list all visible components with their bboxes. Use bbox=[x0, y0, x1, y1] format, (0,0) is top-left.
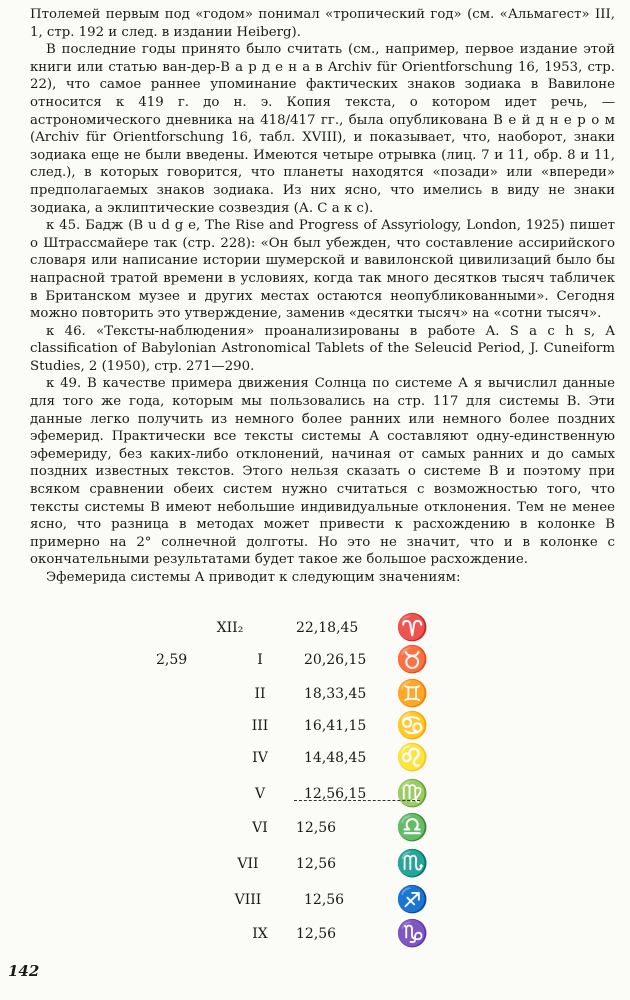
divider bbox=[294, 800, 420, 801]
month-label: VII bbox=[237, 856, 259, 872]
longitude-value: 20,26,15 bbox=[304, 652, 367, 668]
ephemeris-row bbox=[30, 885, 615, 922]
month-label: II bbox=[254, 686, 266, 702]
ephemeris-row bbox=[30, 919, 615, 956]
taurus-icon: ♉ bbox=[396, 645, 429, 675]
left-value: 2,59 bbox=[156, 652, 188, 668]
paragraph-ptolemy: Птолемей первым под «годом» понимал «тропический год» (см. «Альмагест» III, 1, стр. 192 и след. в издании Heiberg). bbox=[30, 7, 615, 40]
cancer-icon: ♋ bbox=[396, 711, 429, 741]
longitude-value: 12,56 bbox=[296, 926, 337, 942]
ephemeris-row bbox=[30, 779, 615, 816]
ephemeris-row bbox=[30, 711, 615, 748]
paragraph-ephemeris-intro: Эфемерида системы А приводит к следующим значениям: bbox=[46, 570, 461, 585]
ephemeris-row bbox=[30, 679, 615, 716]
paragraph-note-49: к 49. В качестве примера движения Солнца по системе А я вычислил данные для того же года, которым мы пользовались на стр. 117 для системы В. Эти данные легко получить из немного более ранних или немного более поздних эфемерид. Практически все тексты системы А составляют одну-единственную эфемериду, без каких-либо отклонений, начиная от самых ранних и до самых поздних известных текстов. Этого нельзя сказать о системе В и поэтому при всяком сравнении обеих систем нужно считаться с возможностью того, что тексты системы В имеют небольшие индивидуальные отклонения. Тем не менее ясно, что разница в методах может привести к расхождению в колонке В примерно на 2° солнечной долготы. Но это не значит, что и в колонке с окончательными результатами будет такое же большое расхождение. bbox=[30, 376, 615, 568]
month-label: V bbox=[254, 786, 266, 802]
paragraph-note-45: к 45. Бадж (B u d g e, The Rise and Progress of Assyriology, London, 1925) пишет о Штрассмайере так (стр. 228): «Он был убежден, что составление ассирийского словаря или написание истории шумерской и вавилонской цивилизаций было бы напрасной тратой времени в условиях, когда так много десятков тысяч табличек в Британском музее и других местах остаются неопубликованными». Сегодня можно повторить это утверждение, заменив «десятки тысяч» на «сотни тысяч». bbox=[30, 218, 615, 322]
ephemeris-table bbox=[30, 613, 615, 950]
longitude-value: 12,56 bbox=[296, 820, 337, 836]
aries-icon: ♈ bbox=[396, 613, 429, 643]
ephemeris-row bbox=[30, 849, 615, 886]
gemini-icon: ♊ bbox=[396, 679, 429, 709]
scorpio-icon: ♏ bbox=[396, 849, 429, 879]
libra-icon: ♎ bbox=[396, 813, 429, 843]
month-label: III bbox=[251, 718, 269, 734]
longitude-value: 12,56,15 bbox=[304, 786, 367, 802]
longitude-value: 14,48,45 bbox=[304, 750, 367, 766]
ephemeris-row bbox=[30, 813, 615, 850]
sagittarius-icon: ♐ bbox=[396, 885, 429, 915]
page-number: 142 bbox=[8, 962, 40, 980]
virgo-icon: ♍ bbox=[396, 779, 429, 809]
month-label: I bbox=[257, 652, 263, 668]
month-label: VIII bbox=[234, 892, 262, 908]
longitude-value: 16,41,15 bbox=[304, 718, 367, 734]
paragraph-note-46: к 46. «Тексты-наблюдения» проанализированы в работе A. S a c h s, A classification of Babylonian Astronomical Tablets of the Seleucid Period, J. Cuneiform Studies, 2 (1950), стр. 271—290. bbox=[30, 323, 615, 374]
longitude-value: 12,56 bbox=[304, 892, 345, 908]
month-label: IV bbox=[252, 750, 268, 766]
month-label: XII₂ bbox=[216, 620, 244, 636]
leo-icon: ♌ bbox=[396, 743, 429, 773]
month-label: VI bbox=[252, 820, 268, 836]
ephemeris-row bbox=[30, 613, 615, 650]
capricorn-icon: ♑ bbox=[396, 919, 429, 949]
page-content bbox=[30, 6, 615, 949]
ephemeris-row bbox=[30, 743, 615, 780]
paragraph-zodiac: В последние годы принято было считать (см., например, первое издание этой книги или статью ван-дер-В а р д е н а в Archiv für Orientforschung 16, 1953, стр. 22), что самое раннее упоминание фактических знаков зодиака в Вавилоне относится к 419 г. до н. э. Копия текста, о котором идет речь, — астрономического дневника на 418/417 гг., была опубликована В е й д н е р о м (Archiv für Orientforschung 16, табл. XVIII), и показывает, что, наоборот, знаки зодиака еще не были введены. Имеются четыре отрывка (лиц. 7 и 11, обр. 8 и 11, след.), в которых говорится, что планеты находятся «позади» или «впереди» предполагаемых знаков зодиака. Из них ясно, что имелись в виду не знаки зодиака, а эклиптические созвездия (А. С а к с). bbox=[30, 42, 615, 216]
ephemeris-row bbox=[30, 645, 615, 682]
longitude-value: 22,18,45 bbox=[296, 620, 359, 636]
longitude-value: 12,56 bbox=[296, 856, 337, 872]
longitude-value: 18,33,45 bbox=[304, 686, 367, 702]
month-label: IX bbox=[252, 926, 268, 942]
